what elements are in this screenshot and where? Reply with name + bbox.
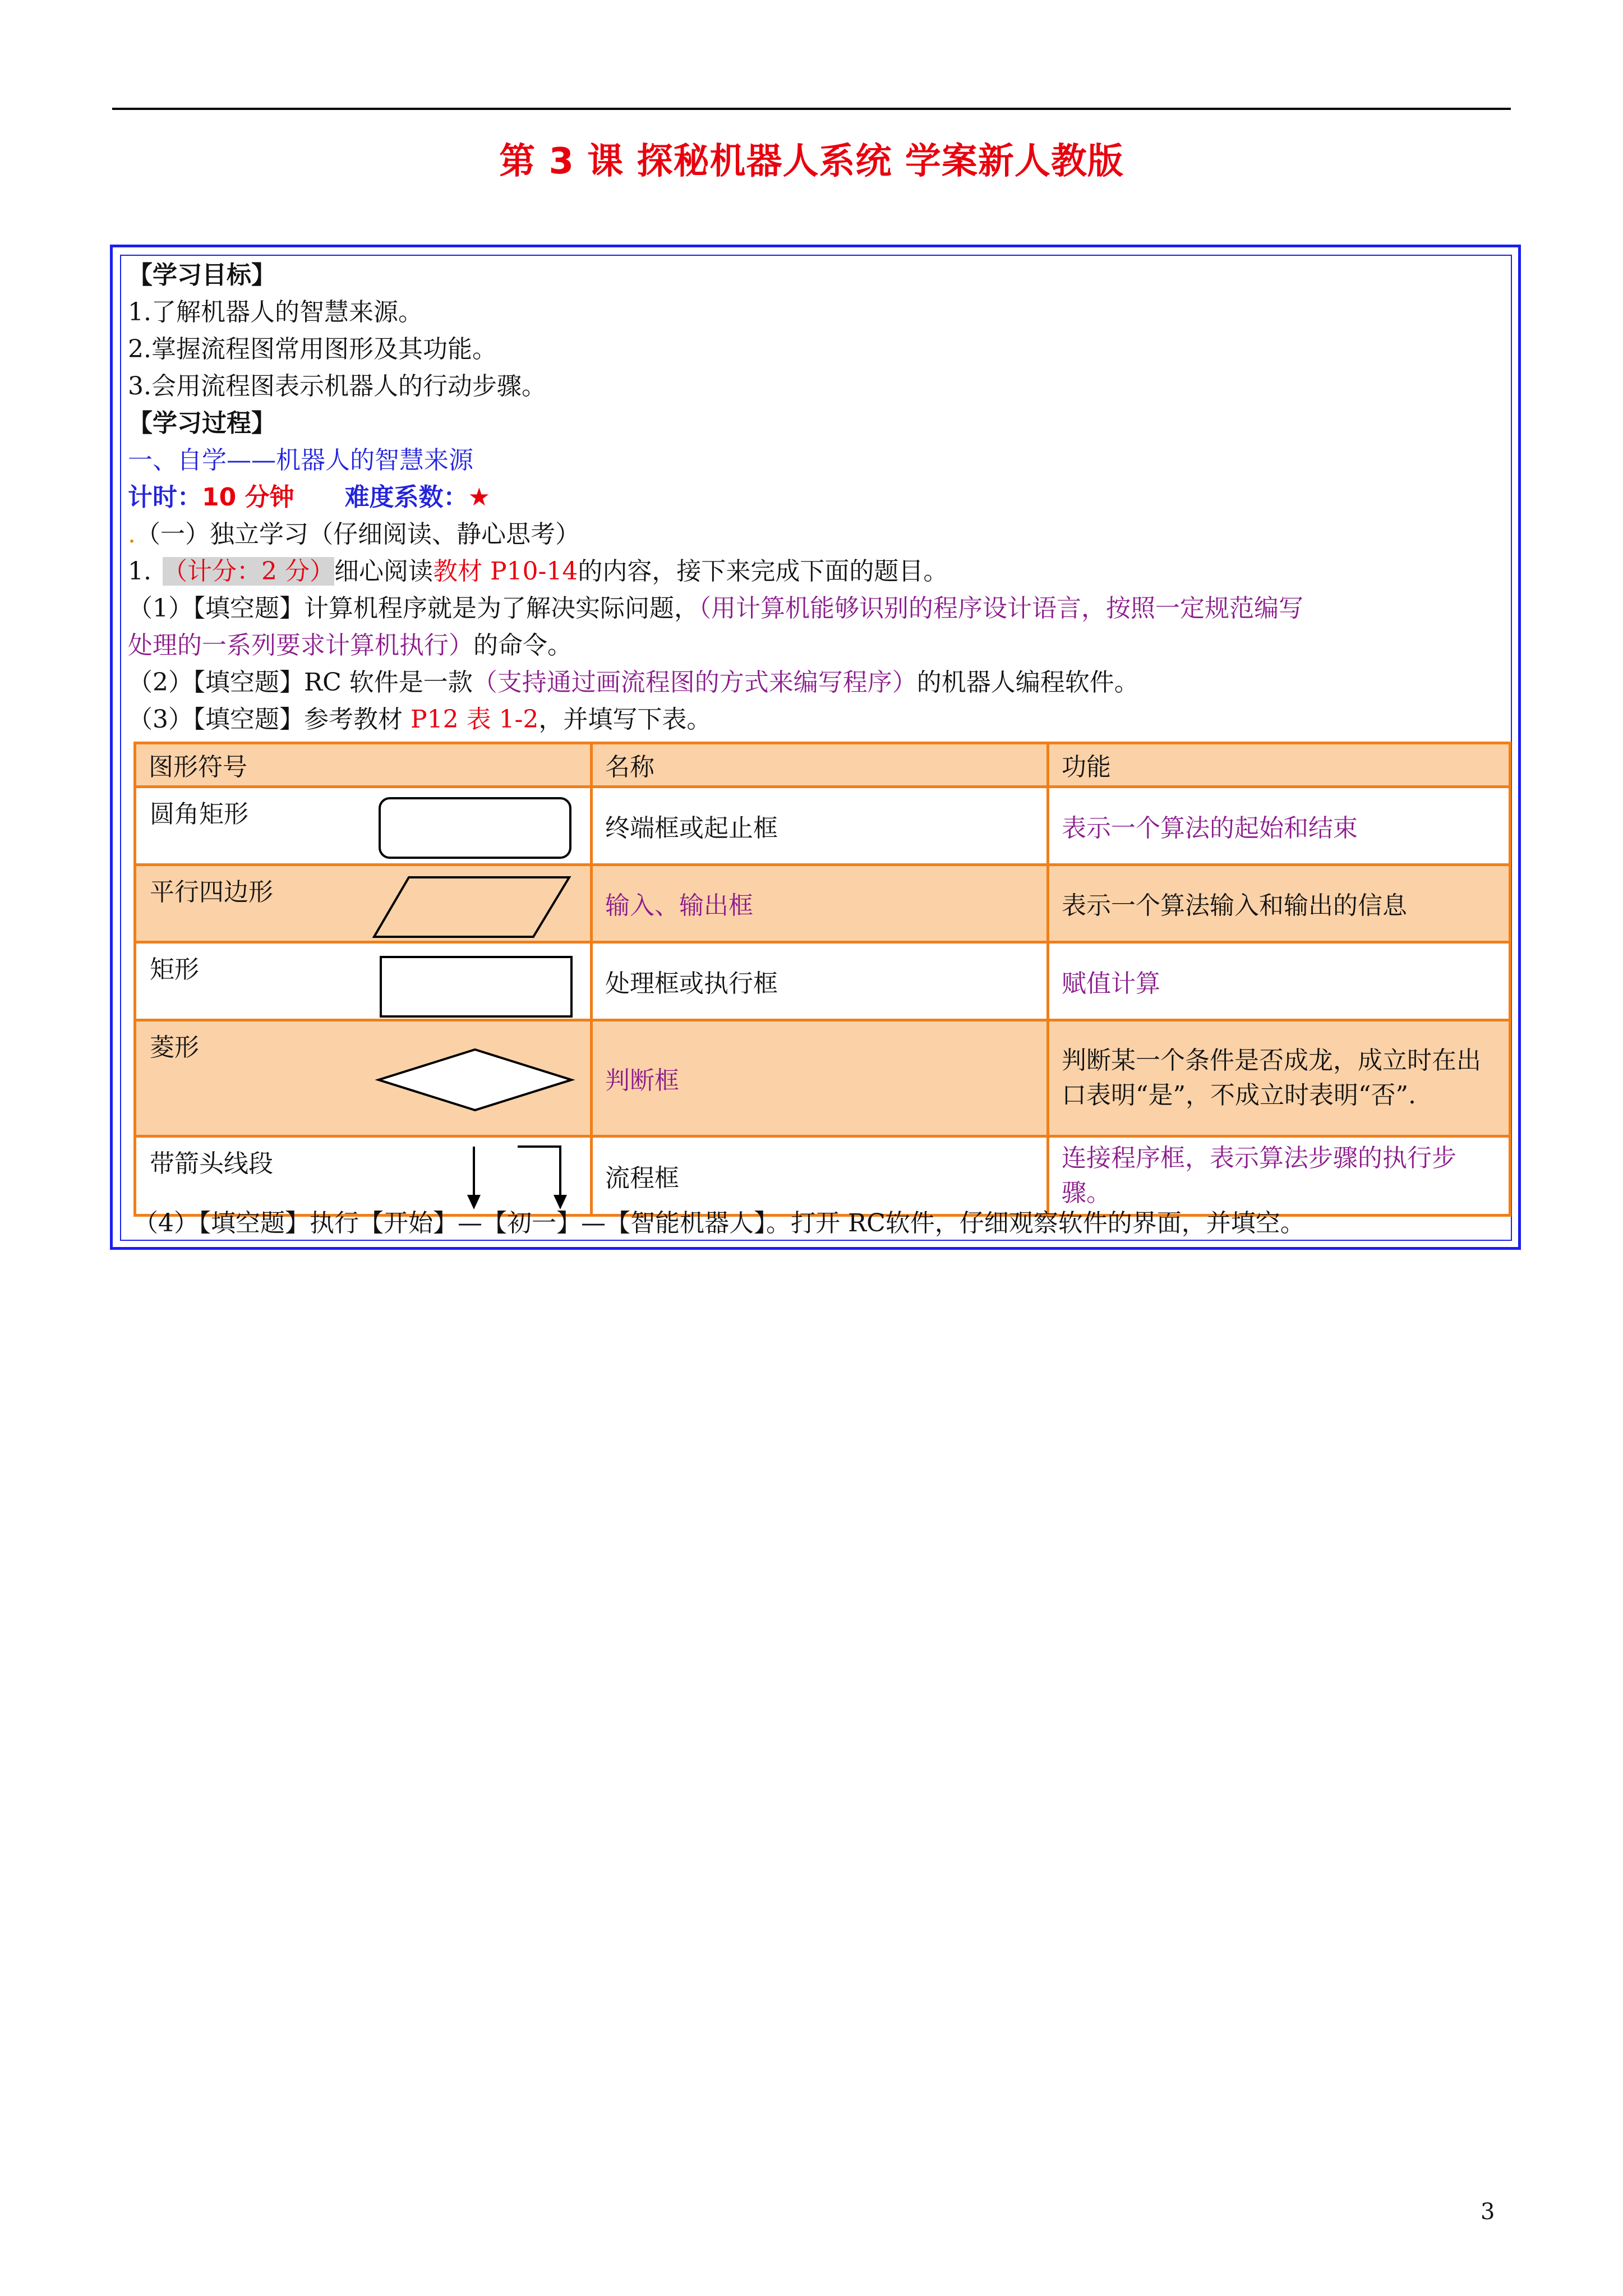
table-header-cell: 功能 <box>1048 743 1510 787</box>
function-cell: 连接程序框，表示算法步骤的执行步骤。 <box>1048 1137 1510 1216</box>
question-1a-line2 <box>128 627 572 664</box>
question-1-book: 教材 P10-14 <box>432 557 578 586</box>
question-1-number: 1. <box>128 557 151 586</box>
table-row <box>135 864 1510 942</box>
table-row <box>135 1020 1510 1136</box>
section-1-heading: 一、自学——机器人的智慧来源 <box>128 446 473 475</box>
top-rule <box>112 108 1511 110</box>
symbol-cell <box>135 1137 592 1216</box>
timer-label: 计时： <box>128 483 202 512</box>
question-1 <box>128 553 948 590</box>
name-cell: 处理框或执行框 <box>592 942 1048 1020</box>
question-1c-pre: （3）【填空题】参考教材 <box>128 705 411 734</box>
question-1-pre: 细心阅读 <box>334 557 433 586</box>
goals-heading: 【学习目标】 <box>128 261 276 289</box>
table-header-cell: 名称 <box>592 743 1048 787</box>
table-row <box>135 942 1510 1020</box>
question-1c-post: ，并填写下表。 <box>538 705 712 734</box>
page-title: 第 3 课 探秘机器人系统 学案新人教版 <box>499 141 1124 182</box>
name-cell: 终端框或起止框 <box>592 786 1048 864</box>
question-1a-answer-1: （用计算机能够识别的程序设计语言，按照一定规范编写 <box>699 594 1303 623</box>
table-row <box>135 1137 1510 1216</box>
flowchart-symbol-table <box>133 742 1511 1217</box>
goal-item-3: 3.会用流程图表示机器人的行动步骤。 <box>128 372 546 401</box>
table-header-row <box>135 743 1510 787</box>
function-cell: 表示一个算法的起始和结束 <box>1048 786 1510 864</box>
symbol-label: 矩形 <box>150 955 199 984</box>
symbol-label: 平行四边形 <box>150 877 273 907</box>
question-1a-pre: （1）【填空题】计算机程序就是为了解决实际问题， <box>128 594 699 623</box>
timer-line <box>128 479 490 516</box>
sub-section-1: .（一）独立学习（仔细阅读、静心思考） <box>128 520 580 549</box>
table-row <box>135 786 1510 864</box>
question-1d: （4）【填空题】执行【开始】—【初一】—【智能机器人】。打开 RC软件，仔细观察软件的界面，并填空。 <box>133 1209 1305 1237</box>
process-heading: 【学习过程】 <box>128 409 276 438</box>
symbol-label: 带箭头线段 <box>150 1149 273 1179</box>
difficulty-label: 难度系数： <box>344 483 468 512</box>
symbol-cell <box>135 942 592 1020</box>
question-1b-answer: （支持通过画流程图的方式来编写程序） <box>472 668 917 697</box>
question-1c-ref: P12 表 1-2 <box>410 705 539 734</box>
symbol-label: 菱形 <box>150 1033 199 1062</box>
question-1-score: （计分：2 分） <box>162 557 334 586</box>
question-1b <box>128 664 1139 701</box>
timer-value: 10 分钟 <box>202 483 294 512</box>
goal-item-1: 1.了解机器人的智慧来源。 <box>128 298 423 326</box>
difficulty-star: ★ <box>468 483 491 512</box>
question-1a-line1 <box>128 590 1303 627</box>
sub-section-1-text: （一）独立学习（仔细阅读、静心思考） <box>136 520 580 549</box>
name-cell: 流程框 <box>592 1137 1048 1216</box>
arrow-line-icon <box>462 1144 585 1212</box>
parallelogram-icon <box>372 875 574 940</box>
function-cell: 赋值计算 <box>1048 942 1510 1020</box>
function-cell: 判断某一个条件是否成龙，成立时在出口表明“是”，不成立时表明“否”. <box>1048 1020 1510 1136</box>
function-cell: 表示一个算法输入和输出的信息 <box>1048 864 1510 942</box>
question-1b-post: 的机器人编程软件。 <box>916 668 1139 697</box>
symbol-cell <box>135 864 592 942</box>
symbol-label: 圆角矩形 <box>150 799 248 829</box>
question-1a-post: 的命令。 <box>473 631 572 660</box>
symbol-cell <box>135 786 592 864</box>
question-1c <box>128 701 711 738</box>
symbol-cell <box>135 1020 592 1136</box>
question-1-post: 的内容，接下来完成下面的题目。 <box>578 557 948 586</box>
rounded-rectangle-icon <box>377 796 574 861</box>
name-cell: 输入、输出框 <box>592 864 1048 942</box>
table-header-cell: 图形符号 <box>135 743 592 787</box>
name-cell: 判断框 <box>592 1020 1048 1136</box>
question-1b-pre: （2）【填空题】RC 软件是一款 <box>128 668 473 697</box>
page-number: 3 <box>1481 2199 1495 2225</box>
diamond-icon <box>374 1047 576 1115</box>
rectangle-icon <box>379 955 575 1019</box>
goal-item-2: 2.掌握流程图常用图形及其功能。 <box>128 335 497 364</box>
question-1a-answer-2: 处理的一系列要求计算机执行） <box>128 631 473 660</box>
